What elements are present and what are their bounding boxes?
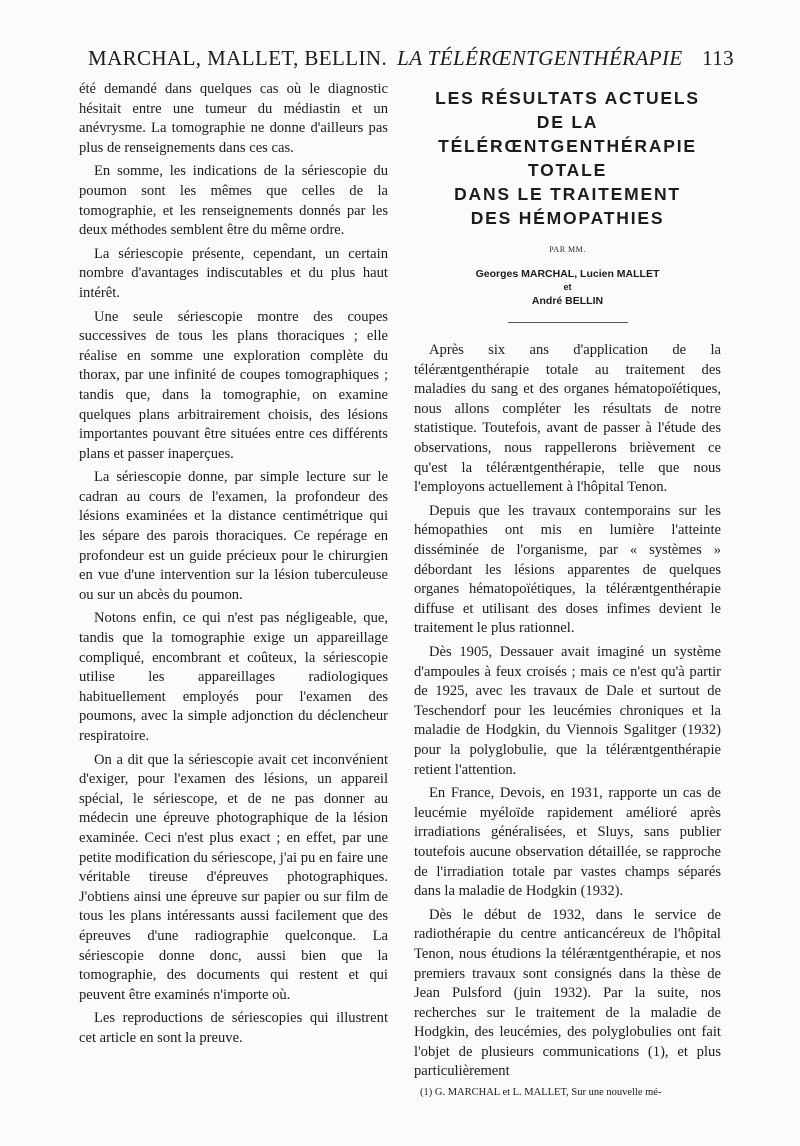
left-paragraph: La sériescopie donne, par simple lecture sur le cadran au cours de l'examen, la profondeur des lésions examinées et la distance centimétrique qui les sépare des parois thoraciques. Ce repérage en profondeur est un guide précieux pour le chirurgien en vue d'une intervention sur la lésion tuberculeuse ou sur un abcès du poumon.	[79, 469, 388, 603]
left-paragraph: Une seule sériescopie montre des coupes successives de tous les plans thoraciques ; elle réalise en somme une exploration complète du thorax, par une infinité de coupes tomographiques ; tandis que, dans la tomographie, on examine quelques plans arbitrairement choisis, des lésions importantes pouvant être situées entre ces différents plans et passer inaperçues.	[79, 308, 388, 462]
footnote: (1) G. MARCHAL et L. MALLET, Sur une nouvelle mé-	[420, 1087, 662, 1099]
left-column	[79, 80, 388, 1049]
left-paragraph: Les reproductions de sériescopies qui illustrent cet article en sont la preuve.	[79, 1010, 388, 1046]
running-head	[88, 46, 734, 76]
left-paragraph: La sériescopie présente, cependant, un certain nombre d'avantages indiscutables et du plus haut intérêt.	[79, 245, 388, 301]
article-title	[414, 86, 721, 230]
byline	[414, 268, 721, 309]
right-column	[414, 80, 721, 1100]
byline-et: et	[563, 282, 572, 293]
article-title-line: DE LA	[536, 112, 599, 132]
page-number: 113	[702, 46, 734, 70]
left-paragraph: En somme, les indications de la sériescopie du poumon sont les mêmes que celles de la tomographie, et les renseignements donnés par les deux méthodes semblent être du même ordre.	[79, 163, 388, 239]
article-title-line: TÉLÉRŒNTGENTHÉRAPIE	[438, 136, 697, 156]
article-title-line: LES RÉSULTATS ACTUELS	[435, 88, 700, 108]
right-paragraph: Après six ans d'application de la téléræntgenthérapie totale au traitement des maladies du sang et des organes hématopoïétiques, nous allons compléter les résultats de notre statistique. Toutefois, avant de passer à l'étude des observations, nous rappellerons brièvement ce qu'est la téléræntgenthérapie, telle que nous l'employons actuellement à l'hôpital Tenon.	[414, 342, 721, 496]
article-title-line: TOTALE	[527, 160, 608, 180]
left-paragraph: On a dit que la sériescopie avait cet inconvénient d'exiger, pour l'examen des lésions, un appareil spécial, le sériescope, et de ne pas donner au médecin une épreuve photographique de la lésion examinée. Ceci n'est plus exact ; en effet, par une petite modification du sériescope, j'ai pu en faire une véritable tireuse d'épreuves photographiques. J'obtiens ainsi une épreuve sur papier ou sur film de tous les plans intéressants aussi facilement que des épreuves d'une radiographie quelconque. La sériescopie donne donc, aussi bien que la tomographie, des documents qui restent et qui peuvent être examinés n'importe où.	[79, 751, 388, 1003]
left-paragraph: été demandé dans quelques cas où le diagnostic hésitait entre une tumeur du médiastin et un anévrysme. La tomographie ne donne d'ailleurs pas plus de renseignements dans ces cas.	[79, 81, 388, 156]
right-paragraph: Dès 1905, Dessauer avait imaginé un système d'ampoules à feux croisés ; mais ce n'est qu'à partir de 1925, avec les travaux de Dale et surtout de Teschendorf pour les leucémies chroniques et la maladie de Hodgkin, du Viennois Sgalitger (1932) pour la polyglobulie, que la téléræntgenthérapie retient l'attention.	[414, 644, 721, 778]
byline-authors-2: André BELLIN	[531, 294, 604, 307]
article-title-line: DES HÉMOPATHIES	[470, 208, 665, 228]
right-paragraph: En France, Devois, en 1931, rapporte un cas de leucémie myéloïde rapidement amélioré après irradiations généralisées, et Sluys, sans publier toutefois aucune observation détaillée, se rapproche de l'irradiation totale par vastes champs séparés dans la maladie de Hodgkin (1932).	[414, 785, 721, 900]
header-authors: MARCHAL, MALLET, BELLIN.	[88, 46, 388, 70]
article-title-line: DANS LE TRAITEMENT	[454, 184, 681, 204]
par-mm-label: PAR MM.	[549, 245, 586, 254]
title-divider	[508, 322, 628, 323]
right-paragraph: Dès le début de 1932, dans le service de radiothérapie du centre anticancéreux de l'hôpital Tenon, nous étudions la téléræntgenthérapie, et nos premiers travaux sont consignés dans la thèse de Jean Pulsford (juin 1932). Par la suite, nos recherches sur le traitement de la maladie de Hodgkin, des leucémies, des polyglobulies ont fait l'objet de plusieurs communications (1), et plus particulièrement	[414, 906, 721, 1080]
header-journal-title: LA TÉLÉRŒNTGENTHÉRAPIE	[397, 46, 683, 70]
left-paragraph: Notons enfin, ce qui n'est pas négligeable, que, tandis que la tomographie exige un appareillage compliqué, encombrant et coûteux, la sériescopie utilise les appareillages radiologiques habituellement employés pour l'examen des poumons, avec la simple adjonction du déclencheur respiratoire.	[79, 610, 388, 744]
right-paragraph: Depuis que les travaux contemporains sur les hémopathies ont mis en lumière l'atteinte disséminée de l'organisme, par « systèmes » débordant les lésions apparentes de quelques organes hématopoïétiques, la téléræntgenthérapie diffuse et utilisant des doses infimes devient le traitement le plus rationnel.	[414, 502, 721, 637]
byline-authors-1: Georges MARCHAL, Lucien MALLET	[475, 267, 660, 280]
